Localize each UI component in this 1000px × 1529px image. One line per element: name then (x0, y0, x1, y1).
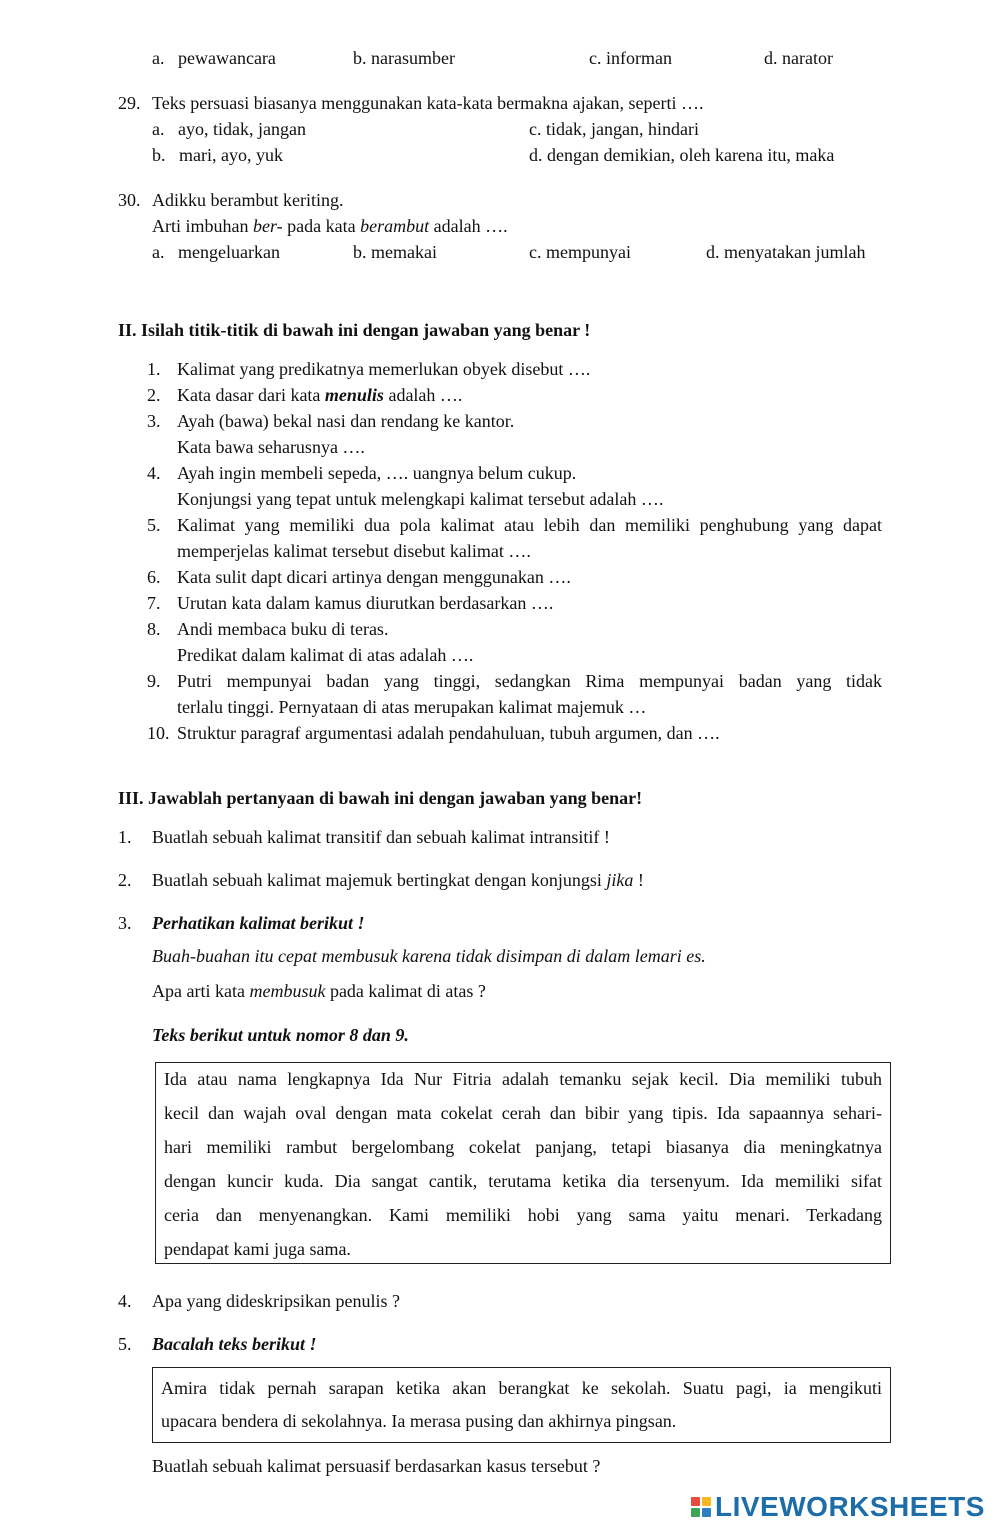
s3-q2-part: Buatlah sebuah kalimat majemuk bertingkat dengan konjungsi (152, 870, 607, 890)
q30-option-c: c. mempunyai (529, 242, 631, 262)
q29-option-c: c. tidak, jangan, hindari (529, 119, 699, 139)
s2-item-7-number: 7. (147, 593, 161, 613)
liveworksheets-icon (691, 1497, 711, 1517)
passage-line: ceria dan menyenangkan. Kami memiliki hobi yang sama yaitu menari. Terkadang (164, 1205, 882, 1225)
s3-q3-number: 3. (118, 913, 132, 933)
logo-square (702, 1508, 711, 1517)
q30-line2 (152, 215, 508, 237)
s3-q5-question: Buatlah sebuah kalimat persuasif berdasarkan kasus tersebut ? (152, 1456, 601, 1476)
case-box (152, 1367, 891, 1443)
s2-item-8-line1: Andi membaca buku di teras. (177, 619, 389, 639)
passage-line: Ida atau nama lengkapnya Ida Nur Fitria adalah temanku sejak kecil. Dia memiliki tubuh (164, 1069, 882, 1089)
section2-heading: II. Isilah titik-titik di bawah ini dengan jawaban yang benar ! (118, 320, 591, 340)
s3-q2-text (152, 869, 644, 891)
s2-item-2-part: Kata dasar dari kata (177, 385, 325, 405)
case-line: upacara bendera di sekolahnya. Ia merasa pusing dan akhirnya pingsan. (161, 1411, 677, 1431)
s3-q4-text: Apa yang dideskripsikan penulis ? (152, 1291, 400, 1311)
q30-line1: Adikku berambut keriting. (152, 190, 344, 210)
q30-line2-part: pada kata (282, 216, 361, 236)
q28-option-a: a. pewawancara (152, 48, 276, 68)
s2-item-4-number: 4. (147, 463, 161, 483)
s3-q2-number: 2. (118, 870, 132, 890)
q28-option-d: d. narator (764, 48, 833, 68)
s2-item-6-number: 6. (147, 567, 161, 587)
passage-intro: Teks berikut untuk nomor 8 dan 9. (152, 1025, 409, 1045)
s3-q1-number: 1. (118, 827, 132, 847)
s2-item-3-line2: Kata bawa seharusnya …. (177, 437, 365, 457)
passage-line: hari memiliki rambut bergelombang cokelat panjang, tetapi biasanya dia meningkatnya (164, 1137, 882, 1157)
q29-option-d: d. dengan demikian, oleh karena itu, maka (529, 145, 835, 165)
case-line: Amira tidak pernah sarapan ketika akan berangkat ke sekolah. Suatu pagi, ia mengikuti (161, 1378, 882, 1398)
s2-item-3-number: 3. (147, 411, 161, 431)
logo-text: LIVEWORKSHEETS (715, 1491, 985, 1522)
s2-item-5-line2: memperjelas kalimat tersebut disebut kalimat …. (177, 541, 531, 561)
s3-q3-keyword: membusuk (249, 981, 326, 1001)
s3-q5-title: Bacalah teks berikut ! (152, 1334, 317, 1354)
s2-item-4-line2: Konjungsi yang tepat untuk melengkapi kalimat tersebut adalah …. (177, 489, 664, 509)
s2-item-8-number: 8. (147, 619, 161, 639)
passage-line: dengan kuncir kuda. Dia sangat cantik, terutama ketika dia tersenyum. Ida memiliki sifat (164, 1171, 882, 1191)
s2-item-2-text (177, 384, 462, 406)
s2-item-4-line1: Ayah ingin membeli sepeda, …. uangnya belum cukup. (177, 463, 577, 483)
q30-line2-part: adalah …. (429, 216, 508, 236)
s3-q4-number: 4. (118, 1291, 132, 1311)
s2-item-3-line1: Ayah (bawa) bekal nasi dan rendang ke kantor. (177, 411, 515, 431)
passage-box (155, 1062, 891, 1264)
logo-square (702, 1497, 711, 1506)
s2-item-8-line2: Predikat dalam kalimat di atas adalah …. (177, 645, 474, 665)
s3-q3-question (152, 980, 486, 1002)
q30-option-a: a. mengeluarkan (152, 242, 280, 262)
s3-q5-number: 5. (118, 1334, 132, 1354)
s2-item-9-line1: Putri mempunyai badan yang tinggi, sedangkan Rima mempunyai badan yang tidak (177, 671, 882, 691)
q29-number: 29. (118, 93, 141, 113)
s2-item-5-number: 5. (147, 515, 161, 535)
s2-item-10-number: 10. (147, 723, 170, 743)
logo-square (691, 1497, 700, 1506)
q29-option-b: b. mari, ayo, yuk (152, 145, 283, 165)
q29-option-a: a. ayo, tidak, jangan (152, 119, 306, 139)
q30-word: berambut (360, 216, 430, 236)
s2-item-9-number: 9. (147, 671, 161, 691)
s3-q2-keyword: jika (606, 870, 634, 890)
s2-item-1-text: Kalimat yang predikatnya memerlukan obyek disebut …. (177, 359, 591, 379)
s2-item-6-text: Kata sulit dapt dicari artinya dengan menggunakan …. (177, 567, 571, 587)
s2-item-9-line2: terlalu tinggi. Pernyataan di atas merupakan kalimat majemuk … (177, 697, 647, 717)
s2-item-7-text: Urutan kata dalam kamus diurutkan berdasarkan …. (177, 593, 554, 613)
q28-option-c: c. informan (589, 48, 672, 68)
liveworksheets-logo[interactable] (691, 1490, 985, 1524)
s3-q3-title: Perhatikan kalimat berikut ! (152, 913, 365, 933)
q28-option-b: b. narasumber (353, 48, 455, 68)
passage-line: kecil dan wajah oval dengan mata cokelat cerah dan bibir yang tipis. Ida sapaannya sehari- (164, 1103, 882, 1123)
q29-text: Teks persuasi biasanya menggunakan kata-kata bermakna ajakan, seperti …. (152, 93, 704, 113)
s2-item-1-number: 1. (147, 359, 161, 379)
s3-q3-sentence: Buah-buahan itu cepat membusuk karena tidak disimpan di dalam lemari es. (152, 946, 706, 966)
q30-number: 30. (118, 190, 141, 210)
s3-q1-text: Buatlah sebuah kalimat transitif dan sebuah kalimat intransitif ! (152, 827, 610, 847)
s2-item-5-line1: Kalimat yang memiliki dua pola kalimat atau lebih dan memiliki penghubung yang dapat (177, 515, 882, 535)
s3-q3-part: pada kalimat di atas ? (325, 981, 486, 1001)
s2-item-10-text: Struktur paragraf argumentasi adalah pendahuluan, tubuh argumen, dan …. (177, 723, 720, 743)
q30-option-d: d. menyatakan jumlah (706, 242, 866, 262)
logo-square (691, 1508, 700, 1517)
s3-q2-part: ! (633, 870, 644, 890)
s2-item-2-part: adalah …. (383, 385, 463, 405)
s2-item-2-number: 2. (147, 385, 161, 405)
q30-option-b: b. memakai (353, 242, 437, 262)
s2-item-2-keyword: menulis (324, 385, 384, 405)
q30-line2-part: Arti imbuhan (152, 216, 253, 236)
q30-prefix: ber- (253, 216, 283, 236)
section3-heading: III. Jawablah pertanyaan di bawah ini dengan jawaban yang benar! (118, 788, 643, 808)
passage-line: pendapat kami juga sama. (164, 1239, 351, 1259)
s3-q3-part: Apa arti kata (152, 981, 250, 1001)
